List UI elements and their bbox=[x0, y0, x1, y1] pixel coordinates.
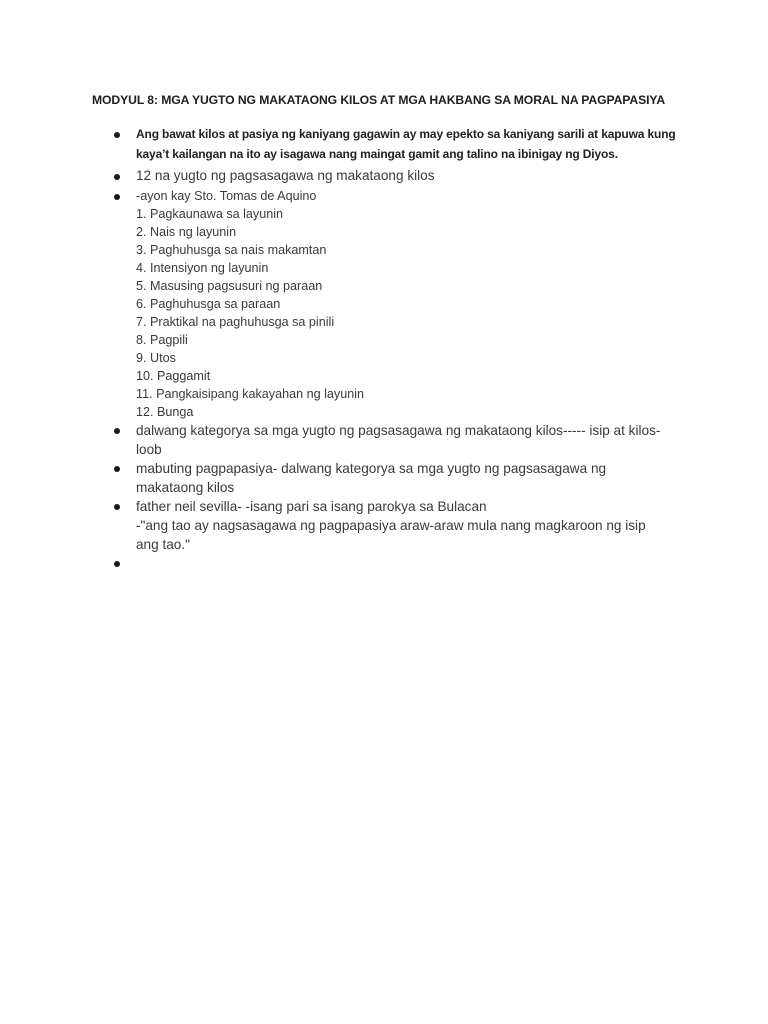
stages-list bbox=[136, 205, 700, 421]
bullet-intro bbox=[110, 124, 700, 164]
bullet-categories-line1: dalwang kategorya sa mga yugto ng pagsasagawa ng makataong kilos----- isip at kilos- bbox=[136, 423, 661, 438]
document-title: MODYUL 8: MGA YUGTO NG MAKATAONG KILOS AT MGA HAKBANG SA MORAL NA PAGPAPASIYA bbox=[92, 93, 666, 107]
bullet-quote bbox=[110, 497, 700, 554]
list-item: 10. Paggamit bbox=[136, 369, 211, 383]
bullet-icon bbox=[114, 428, 120, 434]
bullet-icon bbox=[114, 174, 120, 180]
bullet-quote-line1: father neil sevilla- -isang pari sa isang parokya sa Bulacan bbox=[136, 499, 487, 514]
list-item: 9. Utos bbox=[136, 351, 176, 365]
bullet-good-decision-line1: mabuting pagpapasiya- dalwang kategorya sa mga yugto ng pagsasagawa ng bbox=[136, 461, 607, 476]
list-item: 11. Pangkaisipang kakayahan ng layunin bbox=[136, 387, 365, 401]
bullet-aquino bbox=[110, 187, 700, 421]
bullet-list bbox=[110, 124, 700, 573]
list-item: 3. Paghuhusga sa nais makamtan bbox=[136, 243, 327, 257]
bullet-empty bbox=[110, 554, 700, 573]
list-item: 7. Praktikal na paghuhusga sa pinili bbox=[136, 315, 335, 329]
bullet-aquino-heading: -ayon kay Sto. Tomas de Aquino bbox=[136, 189, 317, 203]
bullet-icon bbox=[114, 466, 120, 472]
bullet-stages-heading bbox=[110, 166, 700, 186]
bullet-icon bbox=[114, 561, 120, 567]
bullet-icon bbox=[114, 132, 120, 138]
bullet-icon bbox=[114, 504, 120, 510]
list-item: 4. Intensiyon ng layunin bbox=[136, 261, 269, 275]
list-item: 5. Masusing pagsusuri ng paraan bbox=[136, 279, 323, 293]
list-item: 8. Pagpili bbox=[136, 333, 188, 347]
bullet-good-decision bbox=[110, 459, 700, 497]
bullet-stages-text: 12 na yugto ng pagsasagawa ng makataong kilos bbox=[136, 168, 435, 183]
list-item: 12. Bunga bbox=[136, 405, 194, 419]
bullet-intro-line1: Ang bawat kilos at pasiya ng kaniyang gagawin ay may epekto sa kaniyang sarili at kapuwa kung bbox=[136, 127, 676, 141]
list-item: 1. Pagkaunawa sa layunin bbox=[136, 207, 284, 221]
bullet-quote-line2: -"ang tao ay nagsasagawa ng pagpapasiya araw-araw mula nang magkaroon ng isip bbox=[136, 518, 646, 533]
bullet-categories-line2: loob bbox=[136, 442, 162, 457]
bullet-good-decision-line2: makataong kilos bbox=[136, 480, 235, 495]
bullet-intro-line2: kaya’t kailangan na ito ay isagawa nang maingat gamit ang talino na ibinigay ng Diyos. bbox=[136, 147, 618, 161]
list-item: 2. Nais ng layunin bbox=[136, 225, 237, 239]
list-item: 6. Paghuhusga sa paraan bbox=[136, 297, 281, 311]
bullet-quote-line3: ang tao." bbox=[136, 537, 190, 552]
bullet-categories bbox=[110, 421, 700, 459]
bullet-icon bbox=[114, 194, 120, 200]
